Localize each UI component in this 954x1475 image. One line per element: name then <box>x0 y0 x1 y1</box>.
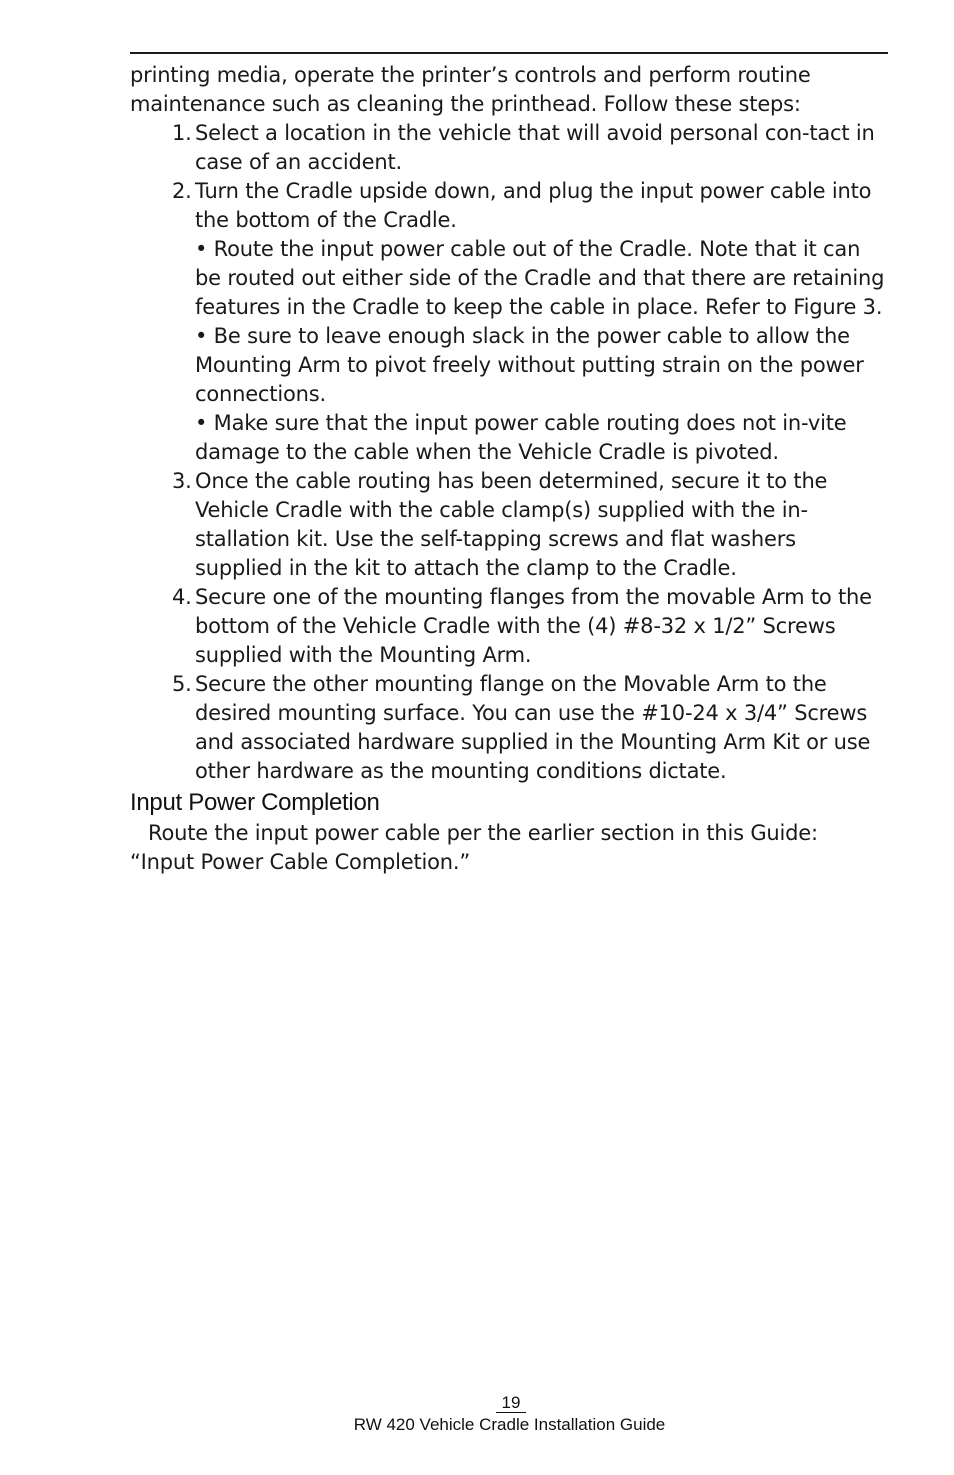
step-number: 2. <box>172 179 192 203</box>
step-number: 3. <box>172 469 192 493</box>
step-number: 4. <box>172 585 192 609</box>
step-text: Once the cable routing has been determined, secure it to the Vehicle Cradle with the cable clamp(s) supplied with the in-stallation kit. Use the self-tapping screws and flat washers supplied in the kit to attach the clamp to the Cradle. <box>195 469 828 580</box>
step-item <box>130 583 888 670</box>
step-number: 1. <box>172 121 192 145</box>
document-title: RW 420 Vehicle Cradle Installation Guide <box>353 1415 666 1434</box>
header-rule <box>130 52 888 54</box>
step-note: • Route the input power cable out of the Cradle. Note that it can be routed out either side of the Cradle and that there are retaining features in the Cradle to keep the cable in place. Refer to Figure 3. <box>195 237 885 319</box>
page-content <box>130 61 888 877</box>
step-text: Secure the other mounting flange on the Movable Arm to the desired mounting surface. You can use the #10-24 x 3/4” Screws and associated hardware supplied in the Mounting Arm Kit or use other hardware as the mounting conditions dictate. <box>195 672 871 783</box>
section-body: Route the input power cable per the earlier section in this Guide: “Input Power Cable Completion.” <box>130 821 818 874</box>
step-note: • Make sure that the input power cable routing does not in-vite damage to the cable when the Vehicle Cradle is pivoted. <box>195 411 847 464</box>
page-number: 19 <box>496 1394 527 1413</box>
step-item <box>130 467 888 583</box>
step-text: Select a location in the vehicle that will avoid personal con-tact in case of an accident. <box>195 121 875 174</box>
step-item <box>130 177 888 467</box>
step-item <box>130 119 888 177</box>
step-number: 5. <box>172 672 192 696</box>
step-note: • Be sure to leave enough slack in the power cable to allow the Mounting Arm to pivot freely without putting strain on the power connections. <box>195 324 864 406</box>
step-text: Turn the Cradle upside down, and plug the input power cable into the bottom of the Cradle. <box>195 179 872 232</box>
page-footer <box>0 1392 954 1436</box>
step-text: Secure one of the mounting flanges from the movable Arm to the bottom of the Vehicle Cradle with the (4) #8-32 x 1/2” Screws supplied with the Mounting Arm. <box>195 585 872 667</box>
intro-paragraph: printing media, operate the printer’s controls and perform routine maintenance such as cleaning the printhead. Follow these steps: <box>130 63 811 116</box>
section-heading: Input Power Completion <box>130 789 380 816</box>
step-item <box>130 670 888 786</box>
steps-list <box>130 119 888 786</box>
